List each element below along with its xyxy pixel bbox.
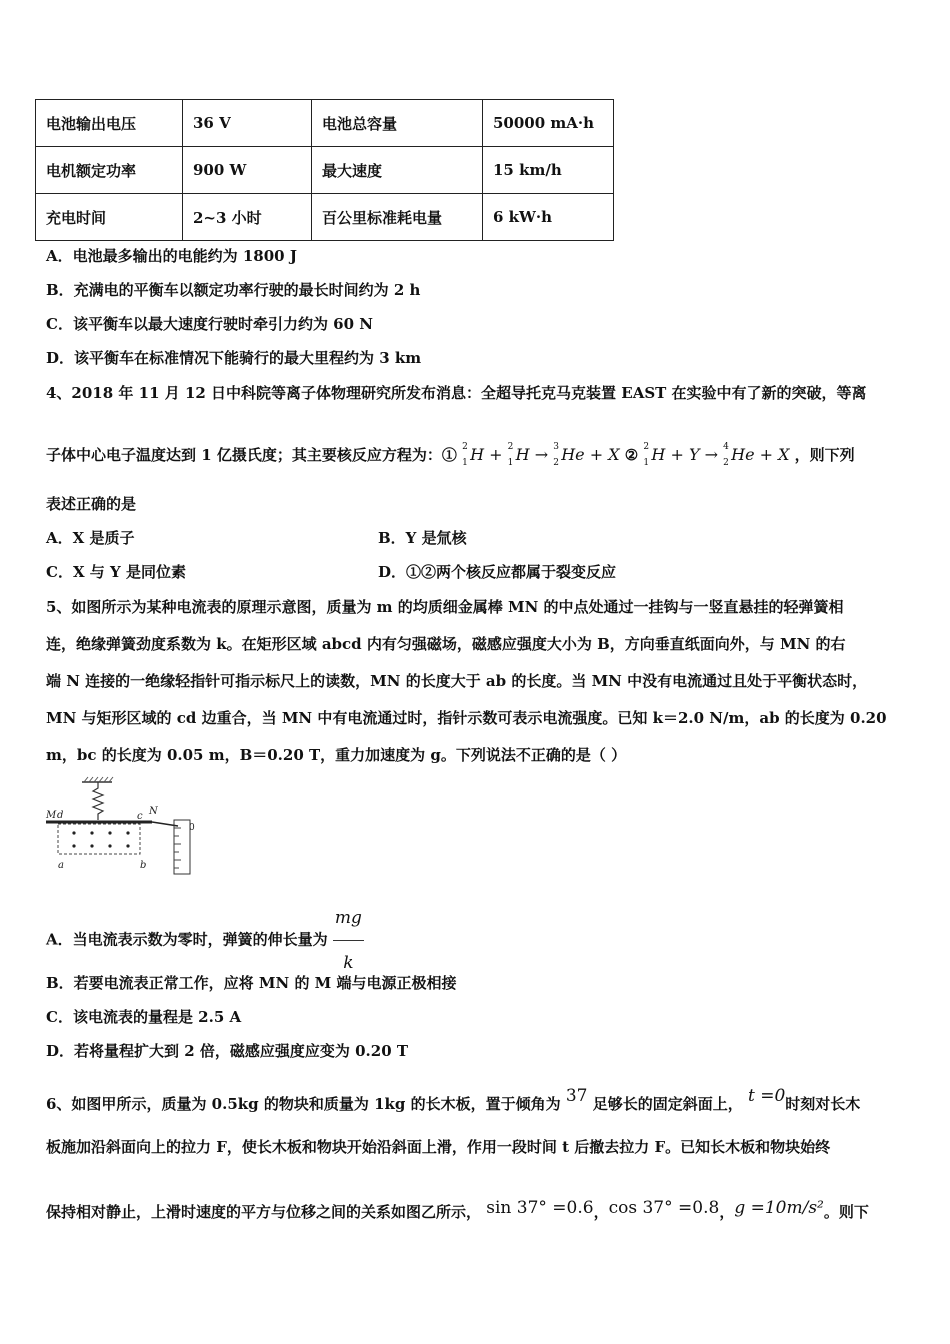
- t-equals-zero: t =0: [747, 1086, 786, 1106]
- q4-stem-line1: 4、2018 年 11 月 12 日中科院等离子体物理研究所发布消息：全超导托克马克装置 EAST 在实验中有了新的突破，等离: [46, 384, 867, 402]
- reaction-equation-2: 2 1 H + Y → 4 2 He + X: [643, 442, 790, 468]
- table-row: [36, 147, 614, 194]
- table-cell: 36 V: [183, 100, 312, 147]
- q5-stem-line3: 端 N 连接的一绝缘轻指针可指示标尺上的读数，MN 的长度大于 ab 的长度。当 MN 中没有电流通过且处于平衡状态时，: [46, 672, 868, 690]
- table-cell: 6 kW·h: [483, 194, 614, 241]
- q5-option-b: B．若要电流表正常工作，应将 MN 的 M 端与电源正极相接: [46, 974, 457, 992]
- sin-value: sin 37° =0.6: [486, 1198, 594, 1218]
- q3-option-b: B．充满电的平衡车以额定功率行驶的最长时间约为 2 h: [46, 281, 421, 299]
- table-row: [36, 100, 614, 147]
- angle-value: 37: [565, 1086, 588, 1106]
- table-cell: 最大速度: [312, 147, 483, 194]
- table-cell: 50000 mA·h: [483, 100, 614, 147]
- label-d: d: [57, 810, 64, 821]
- q4-option-b: B．Y 是氚核: [378, 529, 467, 547]
- label-b: b: [140, 860, 147, 871]
- label-n: N: [149, 806, 158, 817]
- q3-option-c: C．该平衡车以最大速度行驶时牵引力约为 60 N: [46, 315, 373, 333]
- q3-option-a: A．电池最多输出的电能约为 1800 J: [46, 247, 297, 265]
- scale-ticks: [174, 828, 181, 868]
- label-c: c: [137, 811, 143, 822]
- fraction-mg-over-k: $\frac{mg}{k}$: [333, 896, 364, 985]
- q5-option-d: D．若将量程扩大到 2 倍，磁感应强度应变为 0.20 T: [46, 1042, 409, 1060]
- q5-stem-line2: 连，绝缘弹簧劲度系数为 k。在矩形区域 abcd 内有匀强磁场，磁感应强度大小为 B，方向垂直纸面向外，与 MN 的右: [46, 635, 846, 653]
- cos-value: cos 37° =0.8: [608, 1198, 720, 1218]
- q4-stem-line3: 表述正确的是: [46, 495, 137, 513]
- q4-option-d: D．①②两个核反应都属于裂变反应: [378, 563, 617, 581]
- q5-option-a: A．当电流表示数为零时，弹簧的伸长量为 $\frac{mg}{k}$: [46, 896, 364, 985]
- magnetic-field-region: [58, 824, 140, 854]
- table-cell: 15 km/h: [483, 147, 614, 194]
- q5-stem-line1: 5、如图所示为某种电流表的原理示意图，质量为 m 的均质细金属棒 MN 的中点处通过一挂钩与一竖直悬挂的轻弹簧相: [46, 598, 844, 616]
- table-cell: 2~3 小时: [183, 194, 312, 241]
- q5-stem-line5: m，bc 的长度为 0.05 m，B＝0.20 T，重力加速度为 g。下列说法不正确的是（ ）: [46, 746, 627, 764]
- ammeter-diagram: [44, 776, 204, 878]
- label-a: a: [58, 860, 64, 871]
- reaction-equation-1: 2 1 H + 2 1 H → 3 2 He + X: [462, 442, 620, 468]
- q6-stem-line3: 保持相对静止，上滑时速度的平方与位移之间的关系如图乙所示， sin 37° =0.6，cos 37° =0.8，g =10m/s²。则下: [46, 1198, 869, 1221]
- q6-stem-line2: 板施加沿斜面向上的拉力 F，使长木板和物块开始沿斜面上滑，作用一段时间 t 后撤去拉力 F。已知长木板和物块始终: [46, 1138, 831, 1156]
- spring: [93, 782, 103, 820]
- q5-option-c: C．该电流表的量程是 2.5 A: [46, 1008, 242, 1026]
- q5-stem-line4: MN 与矩形区域的 cd 边重合，当 MN 中有电流通过时，指针示数可表示电流强度。已知 k＝2.0 N/m，ab 的长度为 0.20: [46, 709, 887, 727]
- gravity-value: g =10m/s²: [734, 1198, 824, 1218]
- q3-option-d: D．该平衡车在标准情况下能骑行的最大里程约为 3 km: [46, 349, 422, 367]
- field-dots: [72, 831, 129, 847]
- q4-stem-tail: ，则下列: [794, 446, 855, 464]
- table-cell: 百公里标准耗电量: [312, 194, 483, 241]
- q6-stem-line1: 6、如图甲所示，质量为 0.5kg 的物块和质量为 1kg 的长木板，置于倾角为 37 足够长的固定斜面上， t =0时刻对长木: [46, 1086, 861, 1113]
- table-cell: 电池总容量: [312, 100, 483, 147]
- q4-option-a: A．X 是质子: [46, 529, 135, 547]
- table-cell: 900 W: [183, 147, 312, 194]
- table-row: [36, 194, 614, 241]
- label-zero: 0: [189, 823, 195, 833]
- q4-option-c: C．X 与 Y 是同位素: [46, 563, 186, 581]
- spec-table: [35, 99, 614, 241]
- label-m: M: [46, 810, 57, 821]
- table-cell: 电池输出电压: [36, 100, 183, 147]
- q4-stem-text: 子体中心电子温度达到 1 亿摄氏度；其主要核反应方程为：①: [46, 446, 457, 464]
- circle-number-2: ②: [624, 446, 639, 464]
- table-cell: 电机额定功率: [36, 147, 183, 194]
- table-cell: 充电时间: [36, 194, 183, 241]
- q4-stem-line2: [46, 442, 855, 468]
